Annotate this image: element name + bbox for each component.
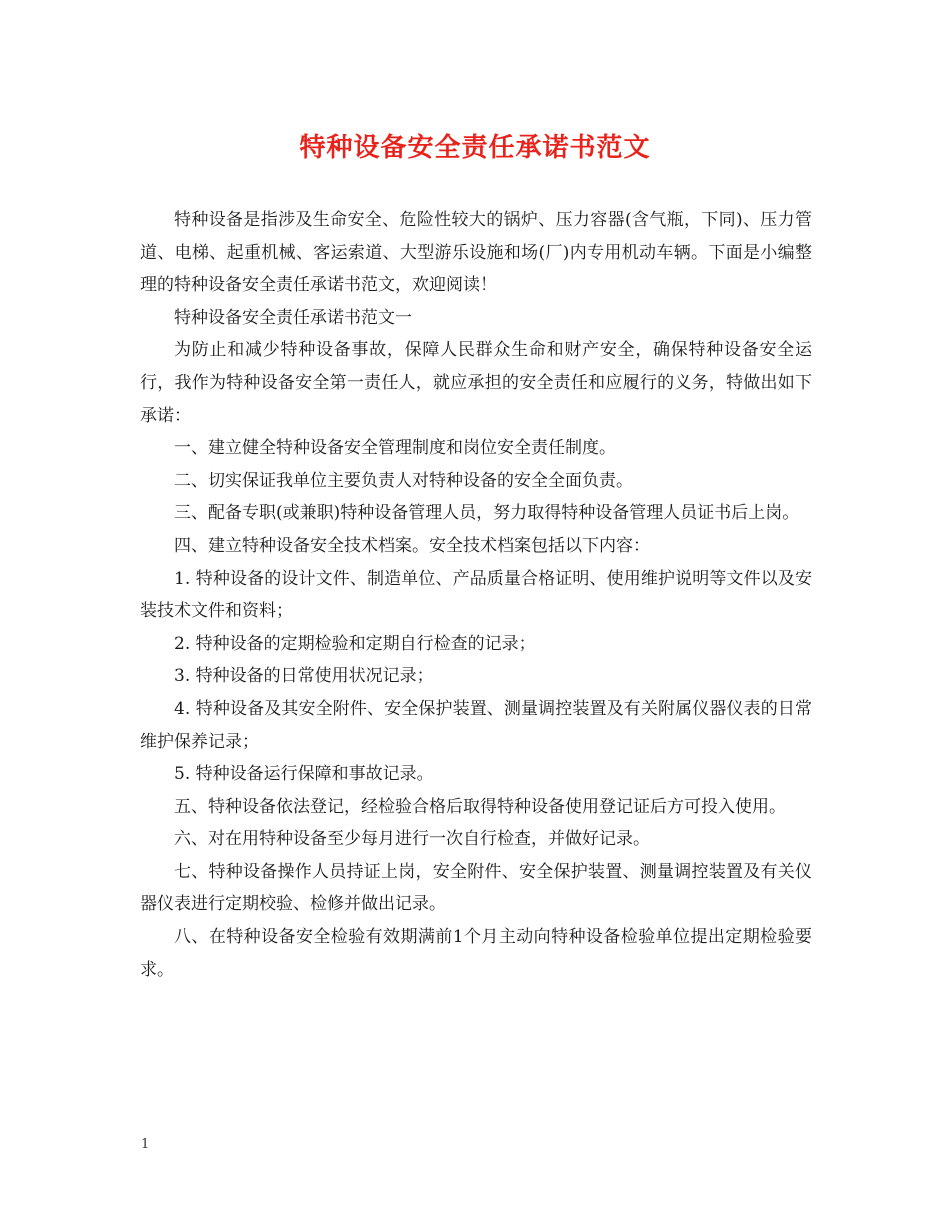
paragraph-item-6: 六、对在用特种设备至少每月进行一次自行检查，并做好记录。	[174, 829, 650, 850]
paragraph-item-3: 三、配备专职(或兼职)特种设备管理人员，努力取得特种设备管理人员证书后上岗。	[174, 503, 800, 524]
paragraph-subitem-1: 1. 特种设备的设计文件、制造单位、产品质量合格证明、使用维护说明等文件以及安装技术文件和资料；	[140, 568, 812, 622]
paragraph-item-5: 五、特种设备依法登记，经检验合格后取得特种设备使用登记证后方可投入使用。	[174, 796, 786, 817]
paragraph-item-4: 四、建立特种设备安全技术档案。安全技术档案包括以下内容：	[174, 535, 650, 556]
paragraph-section-heading: 特种设备安全责任承诺书范文一	[174, 307, 412, 328]
paragraph-subitem-2: 2. 特种设备的定期检验和定期自行检查的记录；	[174, 633, 536, 654]
paragraph-subitem-5: 5. 特种设备运行保障和事故记录。	[174, 764, 434, 785]
paragraph-item-2: 二、切实保证我单位主要负责人对特种设备的安全全面负责。	[174, 470, 633, 491]
paragraph-intro: 特种设备是指涉及生命安全、危险性较大的锅炉、压力容器(含气瓶，下同)、压力管道、电梯、起重机械、客运索道、大型游乐设施和场(厂)内专用机动车辆。下面是小编整理的特种设备安全责任承诺书范文，欢迎阅读！	[140, 210, 812, 296]
document-title: 特种设备安全责任承诺书范文	[299, 133, 651, 163]
paragraph-item-7: 七、特种设备操作人员持证上岗，安全附件、安全保护装置、测量调控装置及有关仪器仪表进行定期校验、检修并做出记录。	[140, 861, 812, 915]
paragraph-subitem-3: 3. 特种设备的日常使用状况记录；	[174, 666, 434, 687]
paragraph-purpose: 为防止和减少特种设备事故，保障人民群众生命和财产安全，确保特种设备安全运行，我作为特种设备安全第一责任人，就应承担的安全责任和应履行的义务，特做出如下承诺：	[140, 340, 812, 426]
page-number: 1	[141, 1137, 150, 1152]
paragraph-subitem-4: 4. 特种设备及其安全附件、安全保护装置、测量调控装置及有关附属仪器仪表的日常维护保养记录；	[140, 698, 812, 752]
paragraph-item-8: 八、在特种设备安全检验有效期满前1个月主动向特种设备检验单位提出定期检验要求。	[140, 927, 812, 980]
document-body	[140, 204, 812, 986]
paragraph-item-1: 一、建立健全特种设备安全管理制度和岗位安全责任制度。	[174, 438, 616, 459]
